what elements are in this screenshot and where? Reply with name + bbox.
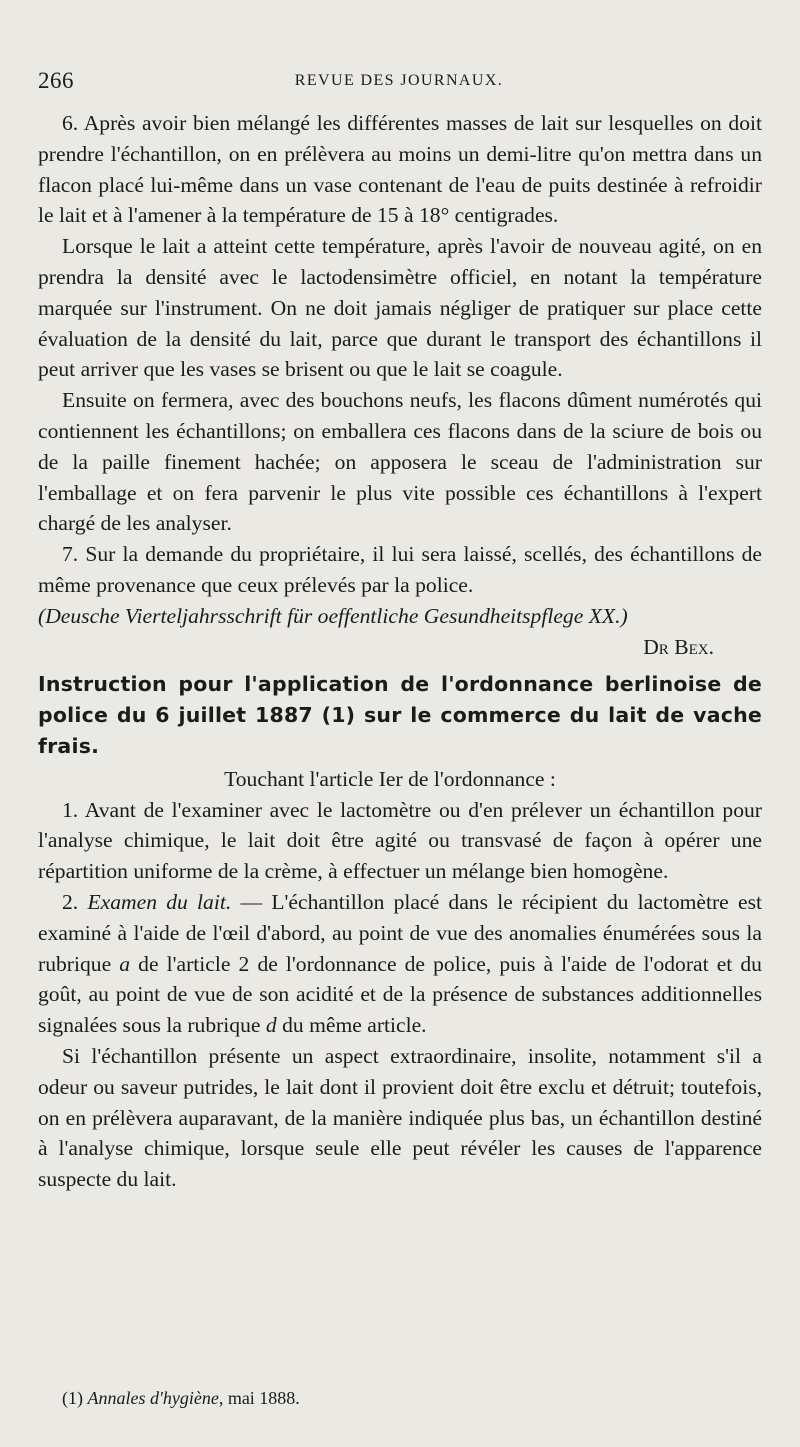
paragraph-7: 7. Sur la demande du propriétaire, il lui sera laissé, scellés, des échantillons de même provenance que ceux prélevés par la police. bbox=[38, 542, 762, 597]
article-subheading: Touchant l'article Ier de l'ordonnance : bbox=[224, 766, 556, 791]
paragraph-density: Lorsque le lait a atteint cette température, après l'avoir de nouveau agité, on en prendra la densité avec le lactodensimètre officiel, en notant la température marquée sur l'instrument. On ne doit jamais négliger de pratiquer sur place cette évaluation de la densité du lait, parce que durant le transport des échantillons il peut arriver que les vases se brisent ou que le lait se coagule. bbox=[38, 234, 762, 382]
paragraph-packing: Ensuite on fermera, avec des bouchons neufs, les flacons dûment numérotés qui contiennent les échantillons; on emballera ces flacons dans de la sciure de bois ou de la paille finement hachée; on apposera le sceau de l'administration sur l'emballage et on fera parvenir le plus vite possible ces échantillons à l'expert chargé de les analyser. bbox=[38, 388, 762, 536]
footnote-source: Annales d'hygiène bbox=[87, 1388, 219, 1408]
page-number: 266 bbox=[38, 68, 74, 93]
paragraph-item-1: 1. Avant de l'examiner avec le lactomètre ou d'en prélever un échantillon pour l'analyse chimique, le lait doit être agité ou transvasé de façon à opérer une répartition uniforme de la crème, à effectuer un mélange bien homogène. bbox=[38, 797, 762, 884]
section-heading: Instruction pour l'application de l'ordonnance berlinoise de police du 6 juillet 1887 (1) sur le commerce du lait de vache frais. bbox=[38, 672, 762, 758]
item-2-text-c: du même article. bbox=[276, 1013, 427, 1038]
rubric-letter-a: a bbox=[119, 951, 131, 976]
running-head bbox=[38, 68, 760, 100]
source-citation: (Deusche Vierteljahrsschrift für oeffentliche Gesundheitspflege XX.) bbox=[38, 603, 628, 628]
paragraph-suspect-sample: Si l'échantillon présente un aspect extraordinaire, insolite, notamment s'il a odeur ou saveur putrides, le lait dont il provient doit être exclu et détruit; toutefois, on en prélèvera auparavant, de la manière indiquée plus bas, un échantillon destiné à l'analyse chimique, lorsque seule elle peut révéler les causes de l'apparence suspecte du lait. bbox=[38, 1043, 762, 1192]
journal-title: REVUE DES JOURNAUX. bbox=[294, 72, 504, 89]
rubric-letter-d: d bbox=[265, 1013, 277, 1038]
footnote-date: , mai 1888. bbox=[218, 1388, 300, 1408]
footnote-marker: (1) bbox=[62, 1388, 88, 1408]
paragraph-6: 6. Après avoir bien mélangé les différentes masses de lait sur lesquelles on doit prendre l'échantillon, on en prélèvera au moins un demi-litre qu'on mettra dans un flacon placé lui-même dans un vase contenant de l'eau de puits destinée à refroidir le lait et à l'amener à la température de 15 à 18° centigrades. bbox=[38, 111, 762, 228]
item-2-text-b: de l'article 2 de l'ordonnance de police, puis à l'aide de l'odorat et du goût, au point de vue de son acidité et de la présence de substances additionnelles signalées sous la rubrique bbox=[38, 951, 762, 1038]
item-2-number: 2. bbox=[62, 889, 88, 914]
item-2-text-a: — L'échantillon placé dans le récipient du lactomètre est examiné à l'aide de l'œil d'abord, au point de vue des anomalies énumérées sous la rubrique bbox=[38, 889, 762, 976]
footnote bbox=[62, 1386, 300, 1410]
author-signature: Dr Bex. bbox=[643, 634, 714, 659]
paragraph-item-2 bbox=[38, 887, 762, 1041]
item-2-title: Examen du lait. bbox=[87, 889, 232, 914]
body-text bbox=[38, 108, 762, 1195]
